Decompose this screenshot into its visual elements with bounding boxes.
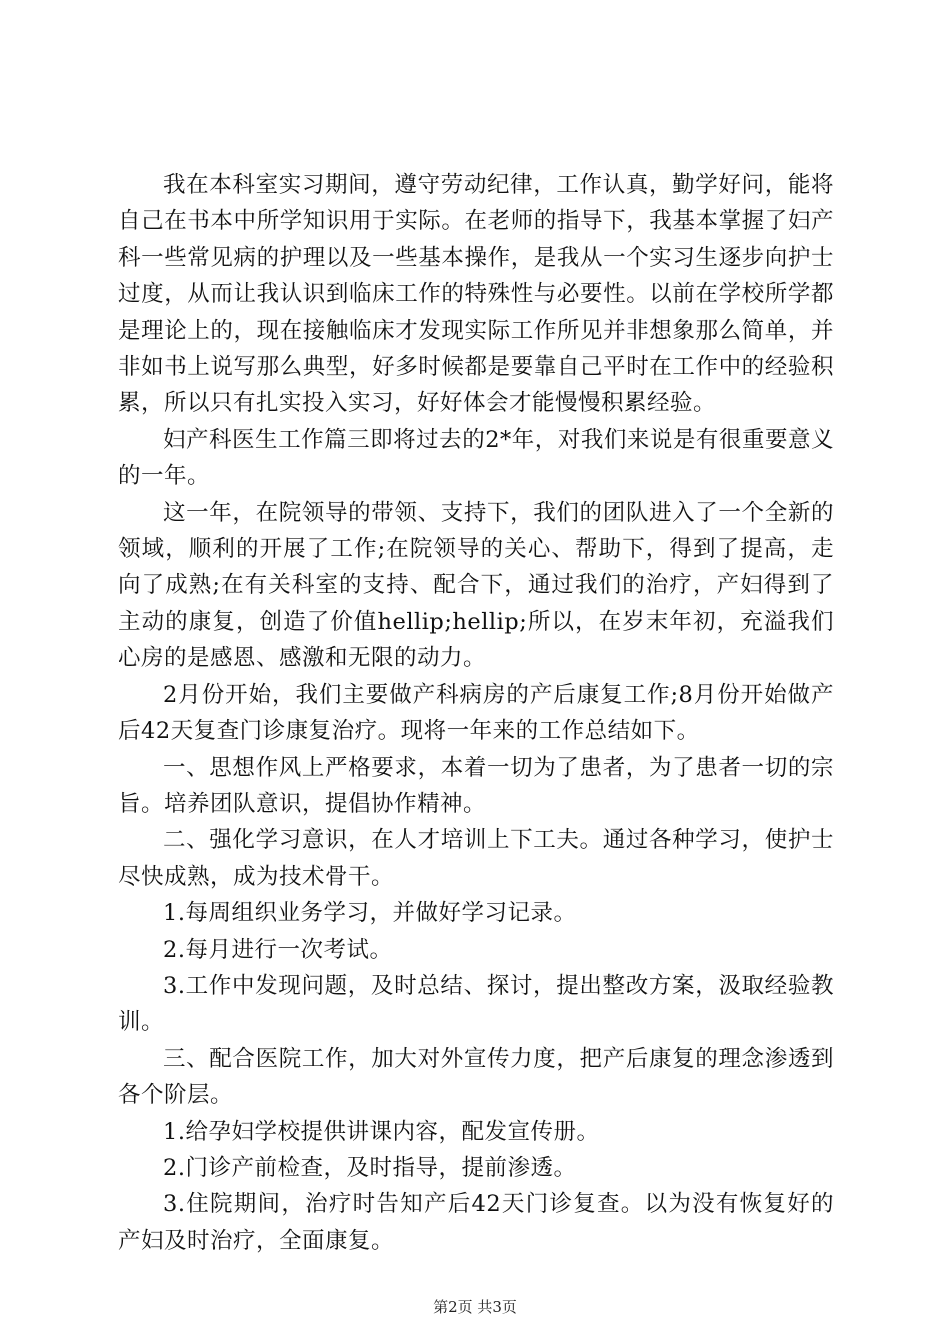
paragraph: 一、思想作风上严格要求，本着一切为了患者，为了患者一切的宗旨。培养团队意识，提倡协作精神。	[118, 754, 834, 817]
paragraph: 二、强化学习意识，在人才培训上下工夫。通过各种学习，使护士尽快成熟，成为技术骨干。	[118, 827, 834, 890]
paragraph: 我在本科室实习期间，遵守劳动纪律，工作认真，勤学好问，能将自己在书本中所学知识用于实际。在老师的指导下，我基本掌握了妇产科一些常见病的护理以及一些基本操作，是我从一个实习生逐步向护士过度，从而让我认识到临床工作的特殊性与必要性。以前在学校所学都是理论上的，现在接触临床才发现实际工作所见并非想象那么简单，并非如书上说写那么典型，好多时候都是要靠自己平时在工作中的经验积累，所以只有扎实投入实习，好好体会才能慢慢积累经验。	[118, 172, 834, 417]
list-item: 2.每月进行一次考试。	[163, 936, 393, 963]
list-item: 3.住院期间，治疗时告知产后42天门诊复查。以为没有恢复好的产妇及时治疗，全面康复。	[118, 1191, 834, 1254]
list-item: 1.每周组织业务学习，并做好学习记录。	[163, 900, 577, 927]
list-item: 1.给孕妇学校提供讲课内容，配发宣传册。	[163, 1118, 600, 1145]
page-footer	[0, 1297, 950, 1317]
paragraph: 妇产科医生工作篇三即将过去的2*年，对我们来说是有很重要意义的一年。	[118, 426, 834, 490]
list-item: 2.门诊产前检查，及时指导，提前渗透。	[163, 1154, 577, 1181]
paragraph: 2月份开始，我们主要做产科病房的产后康复工作;8月份开始做产后42天复查门诊康复治疗。现将一年来的工作总结如下。	[118, 681, 834, 745]
paragraph: 三、配合医院工作，加大对外宣传力度，把产后康复的理念渗透到各个阶层。	[118, 1045, 834, 1109]
list-item: 3.工作中发现问题，及时总结、探讨，提出整改方案，汲取经验教训。	[118, 972, 834, 1036]
document-body	[118, 167, 834, 1259]
page-number-label: 第2页 共3页	[433, 1298, 517, 1316]
paragraph: 这一年，在院领导的带领、支持下，我们的团队进入了一个全新的领域，顺利的开展了工作;在院领导的关心、帮助下，得到了提高，走向了成熟;在有关科室的支持、配合下，通过我们的治疗，产妇得到了主动的康复，创造了价值hellip;hellip;所以，在岁末年初，充溢我们心房的是感恩、感激和无限的动力。	[118, 499, 834, 672]
